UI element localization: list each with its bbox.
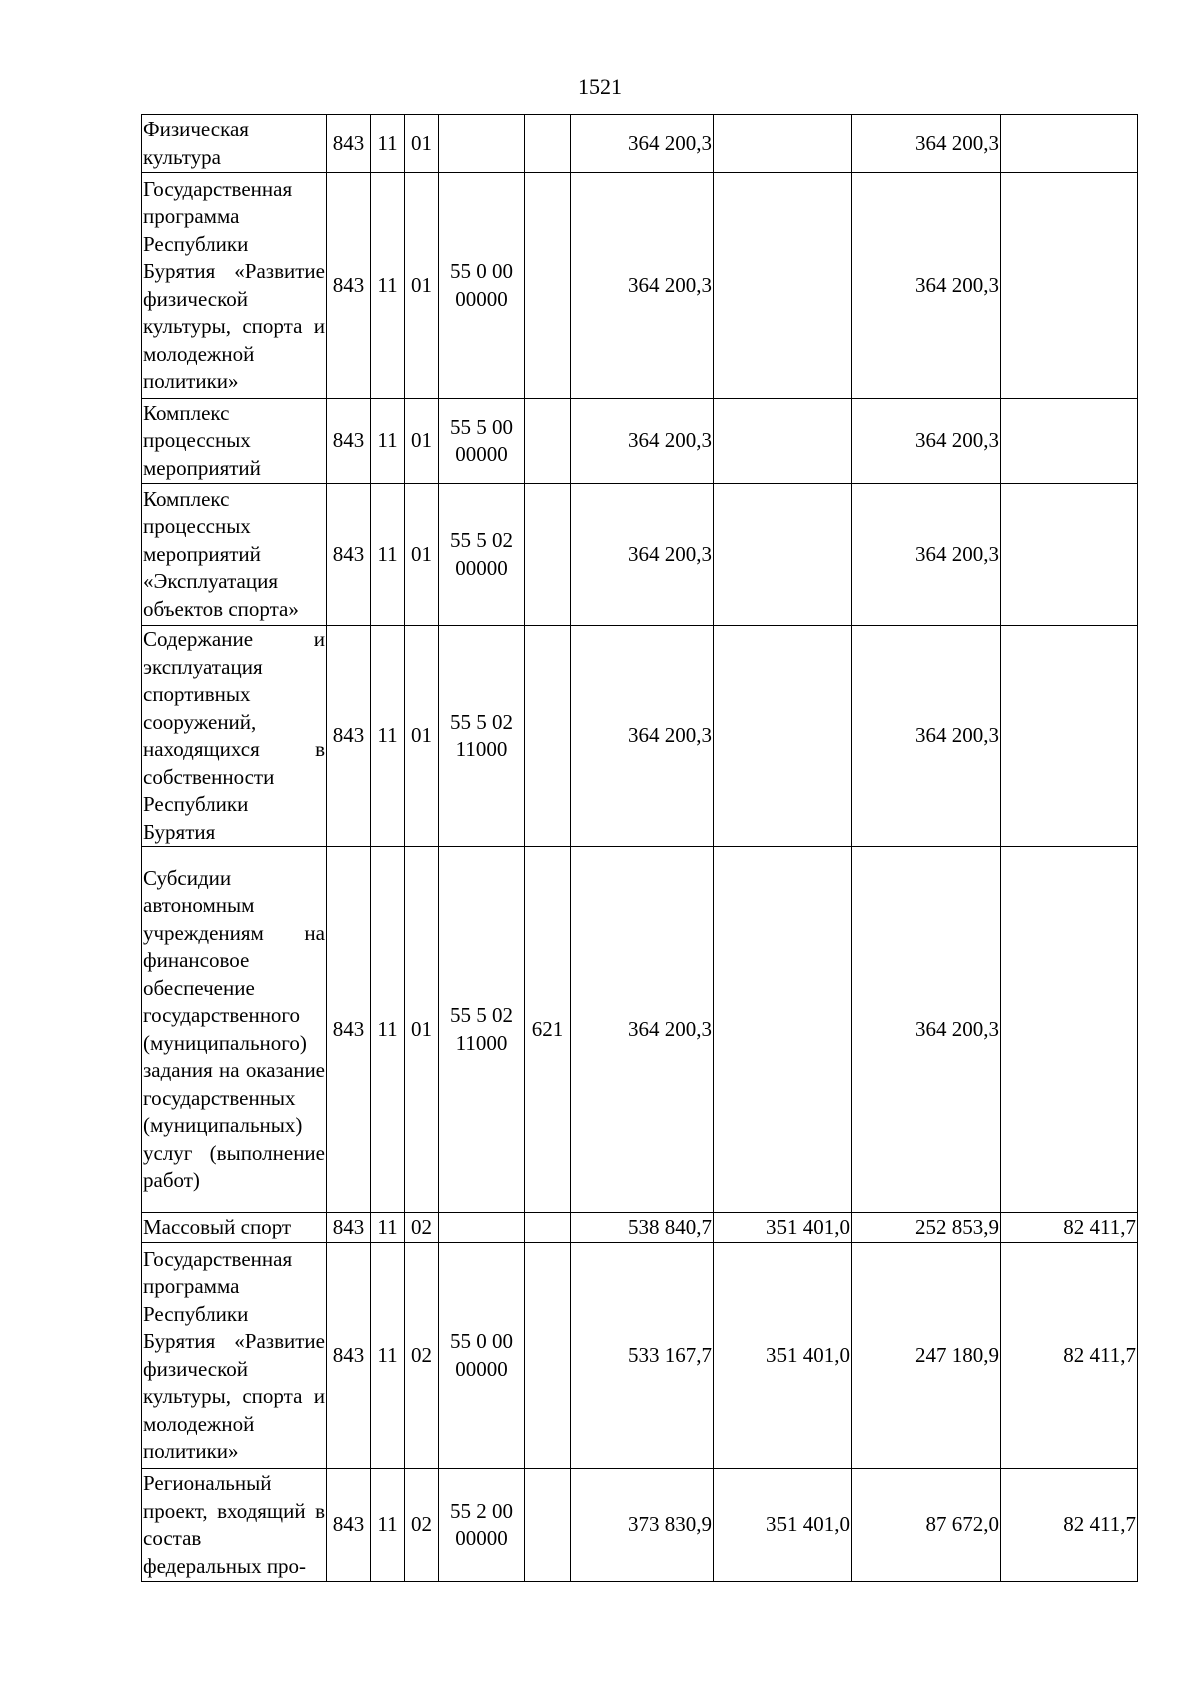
amount-other: [1001, 484, 1138, 626]
csr-code: [439, 1243, 525, 1469]
pr-code: 02: [405, 1243, 439, 1469]
rz-code: 11: [371, 399, 405, 484]
amount-total: 364 200,3: [571, 626, 714, 847]
row-name: Региональный проект, входящий в состав федеральных про-: [142, 1469, 327, 1582]
amount-federal: 351 401,0: [714, 1469, 852, 1582]
csr-line: 55 5 02: [450, 709, 513, 734]
vr-code: [525, 626, 571, 847]
amount-federal: [714, 173, 852, 399]
csr-code: [439, 115, 525, 173]
amount-republic: 247 180,9: [852, 1243, 1001, 1469]
ved-code: 843: [327, 173, 371, 399]
csr-line: 55 5 00: [450, 414, 513, 439]
amount-other: 82 411,7: [1001, 1213, 1138, 1243]
table-row: [142, 1213, 1138, 1243]
amount-total: 364 200,3: [571, 115, 714, 173]
table-row: [142, 399, 1138, 484]
amount-total: 533 167,7: [571, 1243, 714, 1469]
ved-code: 843: [327, 399, 371, 484]
amount-republic: 364 200,3: [852, 173, 1001, 399]
table-row: [142, 115, 1138, 173]
vr-code: 621: [525, 847, 571, 1213]
table-row: [142, 626, 1138, 847]
rz-code: 11: [371, 484, 405, 626]
ved-code: 843: [327, 1243, 371, 1469]
csr-code: [439, 399, 525, 484]
row-name: Содержание и эксплуатация спортивных сооружений, находящихся в собственности Республики Бурятия: [142, 626, 327, 847]
rz-code: 11: [371, 173, 405, 399]
rz-code: 11: [371, 847, 405, 1213]
amount-republic: 252 853,9: [852, 1213, 1001, 1243]
amount-other: [1001, 626, 1138, 847]
ved-code: 843: [327, 1469, 371, 1582]
rz-code: 11: [371, 1213, 405, 1243]
vr-code: [525, 1469, 571, 1582]
csr-line: 00000: [455, 442, 508, 466]
row-name: Комплекс процессных мероприятий: [142, 399, 327, 484]
row-name: Субсидии автономным учреждениям на финансовое обеспечение государственного (муниципального) задания на оказание государственных (муниципальных) услуг (выполнение работ): [142, 847, 327, 1213]
row-name: Физическая культура: [142, 115, 327, 173]
amount-republic: 364 200,3: [852, 115, 1001, 173]
amount-republic: 364 200,3: [852, 626, 1001, 847]
ved-code: 843: [327, 847, 371, 1213]
csr-code: [439, 847, 525, 1213]
csr-line: 00000: [455, 286, 508, 311]
amount-other: 82 411,7: [1001, 1243, 1138, 1469]
amount-total: 364 200,3: [571, 484, 714, 626]
budget-table: [141, 114, 1138, 1582]
csr-line: 55 2 00: [450, 1498, 513, 1523]
table-row: [142, 484, 1138, 626]
table-row: [142, 1469, 1138, 1582]
csr-code: [439, 1213, 525, 1243]
table-row: [142, 173, 1138, 399]
csr-code: [439, 1469, 525, 1582]
amount-federal: [714, 484, 852, 626]
amount-federal: 351 401,0: [714, 1213, 852, 1243]
page-number: 1521: [578, 74, 622, 99]
amount-federal: [714, 115, 852, 173]
csr-line: 55 5 02: [450, 1003, 513, 1027]
amount-republic: 364 200,3: [852, 847, 1001, 1213]
amount-other: [1001, 115, 1138, 173]
csr-line: 55 0 00: [450, 1329, 513, 1353]
amount-total: 373 830,9: [571, 1469, 714, 1582]
amount-federal: 351 401,0: [714, 1243, 852, 1469]
ved-code: 843: [327, 115, 371, 173]
amount-other: [1001, 399, 1138, 484]
amount-total: 364 200,3: [571, 399, 714, 484]
csr-line: 00000: [455, 1356, 508, 1381]
vr-code: [525, 1243, 571, 1469]
amount-total: 364 200,3: [571, 173, 714, 399]
row-name: Комплекс процессных мероприятий «Эксплуатация объектов спорта»: [142, 484, 327, 626]
ved-code: 843: [327, 626, 371, 847]
amount-federal: [714, 847, 852, 1213]
amount-other: [1001, 847, 1138, 1213]
pr-code: 01: [405, 173, 439, 399]
pr-code: 01: [405, 847, 439, 1213]
amount-republic: 364 200,3: [852, 399, 1001, 484]
pr-code: 01: [405, 484, 439, 626]
amount-republic: 364 200,3: [852, 484, 1001, 626]
table-row: [142, 1243, 1138, 1469]
amount-republic: 87 672,0: [852, 1469, 1001, 1582]
pr-code: 01: [405, 399, 439, 484]
row-name: Массовый спорт: [142, 1213, 327, 1243]
csr-line: 11000: [455, 737, 508, 761]
row-name: Государственная программа Республики Бурятия «Развитие физической культуры, спорта и молодежной политики»: [142, 173, 327, 399]
ved-code: 843: [327, 484, 371, 626]
csr-line: 00000: [455, 555, 508, 580]
pr-code: 01: [405, 115, 439, 173]
csr-line: 11000: [455, 1030, 508, 1055]
rz-code: 11: [371, 1243, 405, 1469]
vr-code: [525, 115, 571, 173]
vr-code: [525, 484, 571, 626]
row-name: Государственная программа Республики Бурятия «Развитие физической культуры, спорта и молодежной политики»: [142, 1243, 327, 1469]
rz-code: 11: [371, 626, 405, 847]
vr-code: [525, 173, 571, 399]
vr-code: [525, 1213, 571, 1243]
csr-line: 55 5 02: [450, 528, 513, 552]
pr-code: 02: [405, 1469, 439, 1582]
ved-code: 843: [327, 1213, 371, 1243]
vr-code: [525, 399, 571, 484]
rz-code: 11: [371, 115, 405, 173]
table-row: [142, 847, 1138, 1213]
csr-line: 55 0 00: [450, 259, 513, 283]
rz-code: 11: [371, 1469, 405, 1582]
amount-total: 364 200,3: [571, 847, 714, 1213]
amount-total: 538 840,7: [571, 1213, 714, 1243]
csr-code: [439, 173, 525, 399]
pr-code: 02: [405, 1213, 439, 1243]
csr-line: 00000: [455, 1526, 508, 1550]
amount-other: 82 411,7: [1001, 1469, 1138, 1582]
amount-other: [1001, 173, 1138, 399]
amount-federal: [714, 626, 852, 847]
pr-code: 01: [405, 626, 439, 847]
amount-federal: [714, 399, 852, 484]
csr-code: [439, 484, 525, 626]
csr-code: [439, 626, 525, 847]
